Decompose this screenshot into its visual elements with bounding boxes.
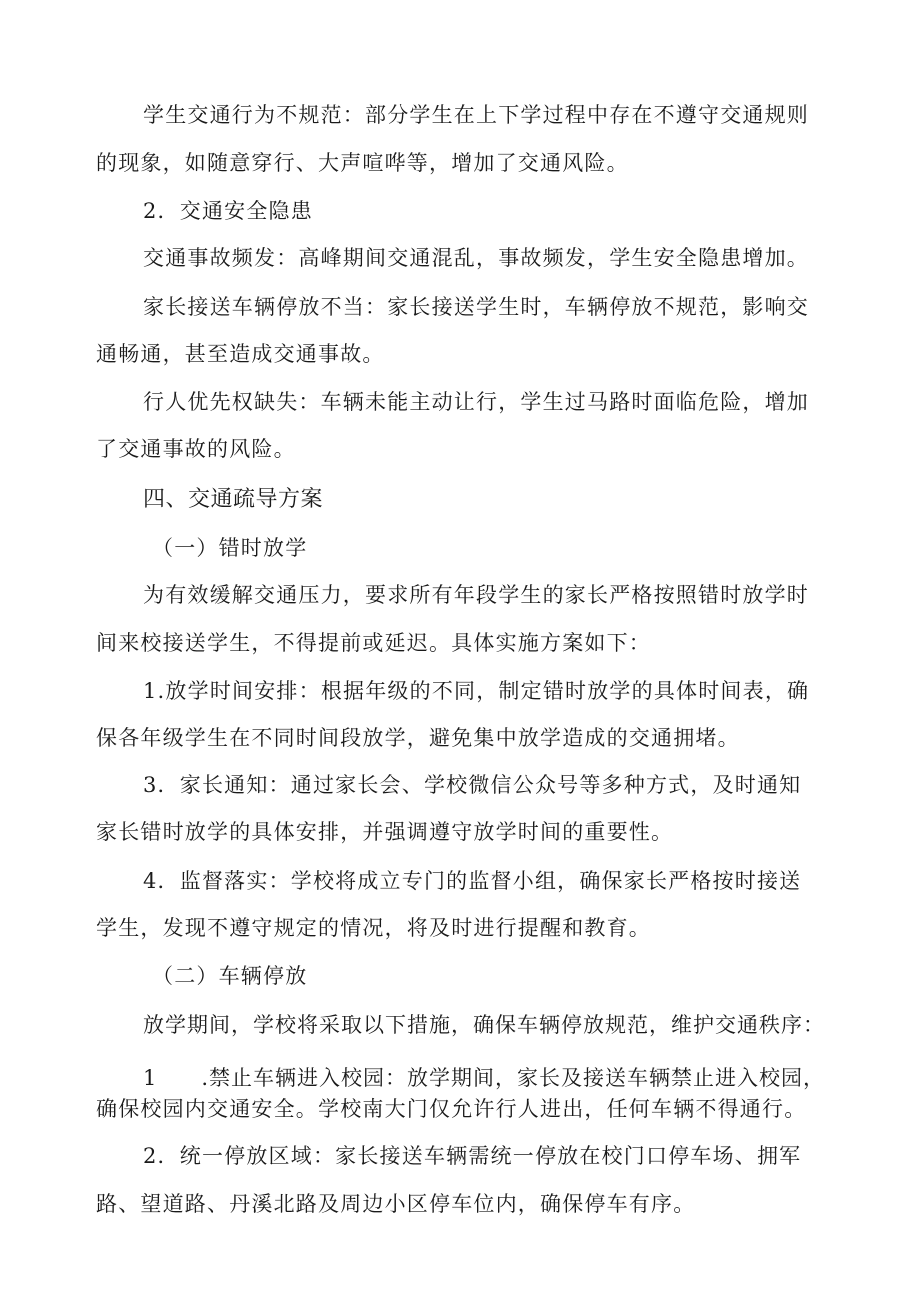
paragraph-line: 间来校接送学生，不得提前或延迟。具体实施方案如下： bbox=[96, 631, 651, 655]
paragraph-line: 保各年级学生在不同时间段放学，避免集中放学造成的交通拥堵。 bbox=[96, 726, 740, 750]
paragraph-line: 路、望道路、丹溪北路及周边小区停车位内，确保停车有序。 bbox=[96, 1192, 696, 1216]
subsection-title: （二）车辆停放 bbox=[152, 964, 308, 988]
paragraph-line: 家长接送车辆停放不当：家长接送学生时，车辆停放不规范，影响交 bbox=[143, 295, 809, 319]
paragraph-line: 为有效缓解交通压力，要求所有年段学生的家长严格按照错时放学时 bbox=[143, 583, 809, 607]
paragraph-line: 了交通事故的风险。 bbox=[96, 437, 296, 461]
paragraph-line: 1.放学时间安排：根据年级的不同，制定错时放学的具体时间表，确 bbox=[143, 679, 810, 703]
paragraph-line: 家长错时放学的具体安排，并强调遵守放学时间的重要性。 bbox=[96, 820, 674, 844]
paragraph-line: 通畅通，甚至造成交通事故。 bbox=[96, 342, 385, 366]
paragraph-line: 确保校园内交通安全。学校南大门仅允许行人进出，任何车辆不得通行。 bbox=[96, 1097, 807, 1121]
paragraph-line: 放学期间，学校将采取以下措施，确保车辆停放规范，维护交通秩序： bbox=[143, 1013, 825, 1037]
paragraph-line: 2．统一停放区域：家长接送车辆需统一停放在校门口停车场、拥军 bbox=[143, 1144, 802, 1168]
paragraph-line: 3．家长通知：通过家长会、学校微信公众号等多种方式，及时通知 bbox=[143, 773, 802, 797]
section-heading: 四、交通疏导方案 bbox=[143, 487, 324, 512]
paragraph-line: 学生交通行为不规范：部分学生在上下学过程中存在不遵守交通规则 bbox=[143, 103, 809, 127]
paragraph-line: 学生，发现不遵守规定的情况，将及时进行提醒和教育。 bbox=[96, 916, 651, 940]
paragraph-line: 的现象，如随意穿行、大声喧哗等，增加了交通风险。 bbox=[96, 151, 629, 175]
subsection-title: （一）错时放学 bbox=[152, 536, 308, 560]
paragraph-line: 行人优先权缺失：车辆未能主动让行，学生过马路时面临危险，增加 bbox=[143, 390, 809, 414]
subsection-title: 2．交通安全隐患 bbox=[143, 199, 313, 223]
paragraph-line: 交通事故频发：高峰期间交通混乱，事故频发，学生安全隐患增加。 bbox=[143, 246, 809, 270]
paragraph-line: 4．监督落实：学校将成立专门的监督小组，确保家长严格按时接送 bbox=[143, 869, 802, 893]
paragraph-line: 1 .禁止车辆进入校园：放学期间，家长及接送车辆禁止进入校园， bbox=[143, 1066, 826, 1090]
